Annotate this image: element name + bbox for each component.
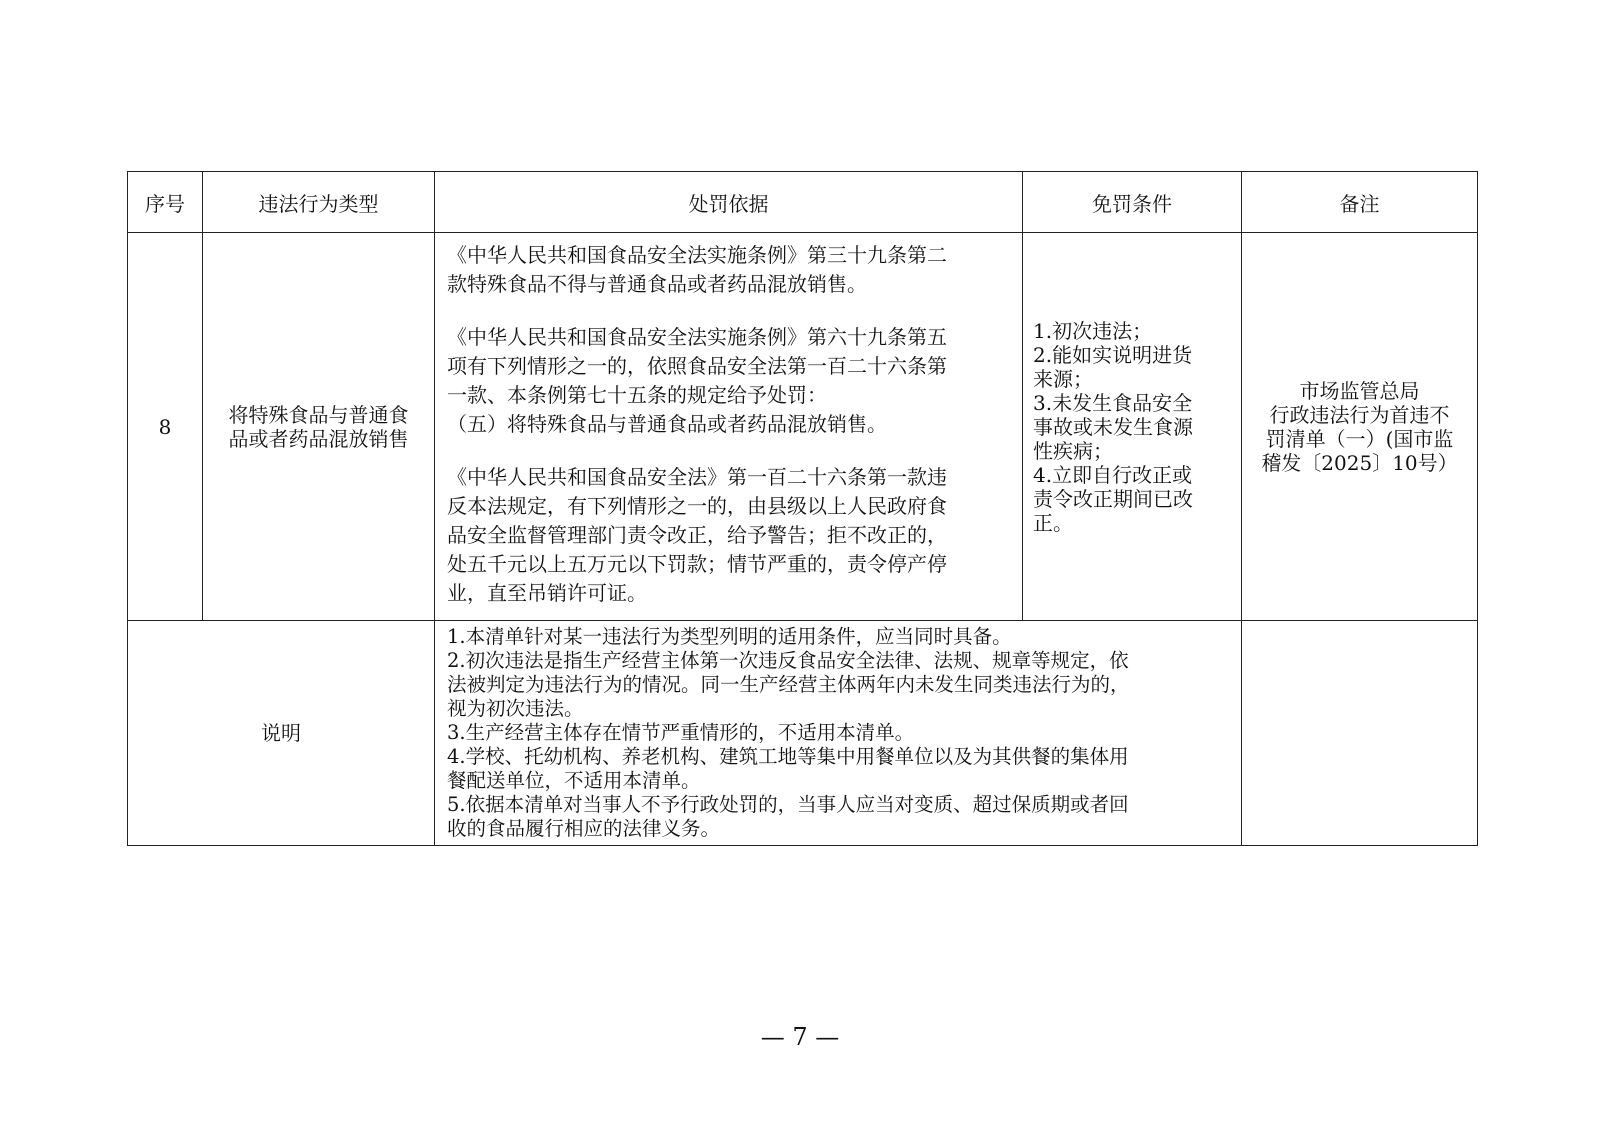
condition-line: 事故或未发生食源	[1033, 414, 1193, 439]
remark-line: 罚清单（一）(国市监	[1265, 426, 1454, 451]
table-header-row	[128, 172, 1478, 233]
page-number: — 7 —	[760, 1023, 840, 1051]
note-line: 2.初次违法是指生产经营主体第一次违反食品安全法律、法规、规章等规定，依	[447, 649, 1129, 672]
condition-line: 正。	[1033, 510, 1073, 535]
condition-line: 1.初次违法；	[1033, 318, 1153, 343]
table-row	[128, 233, 1478, 621]
condition-line: 责令改正期间已改	[1033, 486, 1193, 511]
basis-paragraph	[447, 463, 1012, 608]
basis-line: （五）将特殊食品与普通食品或者药品混放销售。	[447, 412, 887, 436]
penalty-basis-cell	[435, 233, 1023, 621]
basis-line: 《中华人民共和国食品安全法》第一百二十六条第一款违	[447, 465, 947, 489]
exemption-list-table	[127, 171, 1478, 846]
note-line: 1.本清单针对某一违法行为类型列明的适用条件，应当同时具备。	[447, 625, 1012, 648]
note-line: 法被判定为违法行为的情况。同一生产经营主体两年内未发生同类违法行为的，	[447, 673, 1130, 696]
note-line: 餐配送单位，不适用本清单。	[447, 769, 701, 792]
basis-line: 处五千元以上五万元以下罚款；情节严重的，责令停产停	[447, 552, 947, 576]
note-line: 4.学校、托幼机构、养老机构、建筑工地等集中用餐单位以及为其供餐的集体用	[447, 745, 1129, 768]
remarks-cell	[1242, 233, 1478, 621]
basis-line: 款特殊食品不得与普通食品或者药品混放销售。	[447, 272, 867, 296]
violation-type-line: 将特殊食品与普通食	[228, 402, 409, 427]
condition-line: 来源；	[1033, 366, 1093, 391]
condition-line: 4.立即自行改正或	[1033, 462, 1193, 487]
header-remarks: 备注	[1242, 172, 1478, 233]
remark-line: 稽发〔2025〕10号）	[1261, 450, 1458, 475]
serial-number-cell: 8	[128, 233, 203, 621]
header-penalty-basis: 处罚依据	[435, 172, 1023, 233]
note-line: 5.依据本清单对当事人不予行政处罚的，当事人应当对变质、超过保质期或者回	[447, 793, 1129, 816]
note-line: 视为初次违法。	[447, 697, 584, 720]
header-serial-number: 序号	[128, 172, 203, 233]
notes-cell	[435, 621, 1242, 846]
basis-line: 项有下列情形之一的，依照食品安全法第一百二十六条第	[447, 354, 947, 378]
condition-line: 3.未发生食品安全	[1033, 390, 1193, 415]
note-line: 3.生产经营主体存在情节严重情形的，不适用本清单。	[447, 721, 915, 744]
note-line: 收的食品履行相应的法律义务。	[447, 817, 721, 840]
basis-line: 反本法规定，有下列情形之一的，由县级以上人民政府食	[447, 494, 947, 518]
basis-line: 《中华人民共和国食品安全法实施条例》第六十九条第五	[447, 325, 947, 349]
notes-label: 说明	[128, 621, 435, 846]
header-exemption-conditions: 免罚条件	[1023, 172, 1242, 233]
basis-line: 《中华人民共和国食品安全法实施条例》第三十九条第二	[447, 243, 947, 267]
notes-remarks-empty-cell	[1242, 621, 1478, 846]
condition-line: 性疾病；	[1033, 438, 1113, 463]
basis-line: 一款、本条例第七十五条的规定给予处罚：	[447, 383, 827, 407]
header-violation-type: 违法行为类型	[203, 172, 435, 233]
basis-line: 业，直至吊销许可证。	[447, 581, 647, 605]
basis-paragraph	[447, 241, 1012, 299]
violation-type-line: 品或者药品混放销售	[228, 426, 409, 451]
violation-type-cell	[203, 233, 435, 621]
basis-line: 品安全监督管理部门责令改正，给予警告；拒不改正的，	[447, 523, 947, 547]
basis-paragraph	[447, 323, 1012, 439]
exemption-conditions-cell	[1023, 233, 1242, 621]
notes-row	[128, 621, 1478, 846]
condition-line: 2.能如实说明进货	[1033, 342, 1193, 367]
remark-line: 市场监管总局	[1299, 378, 1420, 403]
remark-line: 行政违法行为首违不	[1269, 402, 1450, 427]
